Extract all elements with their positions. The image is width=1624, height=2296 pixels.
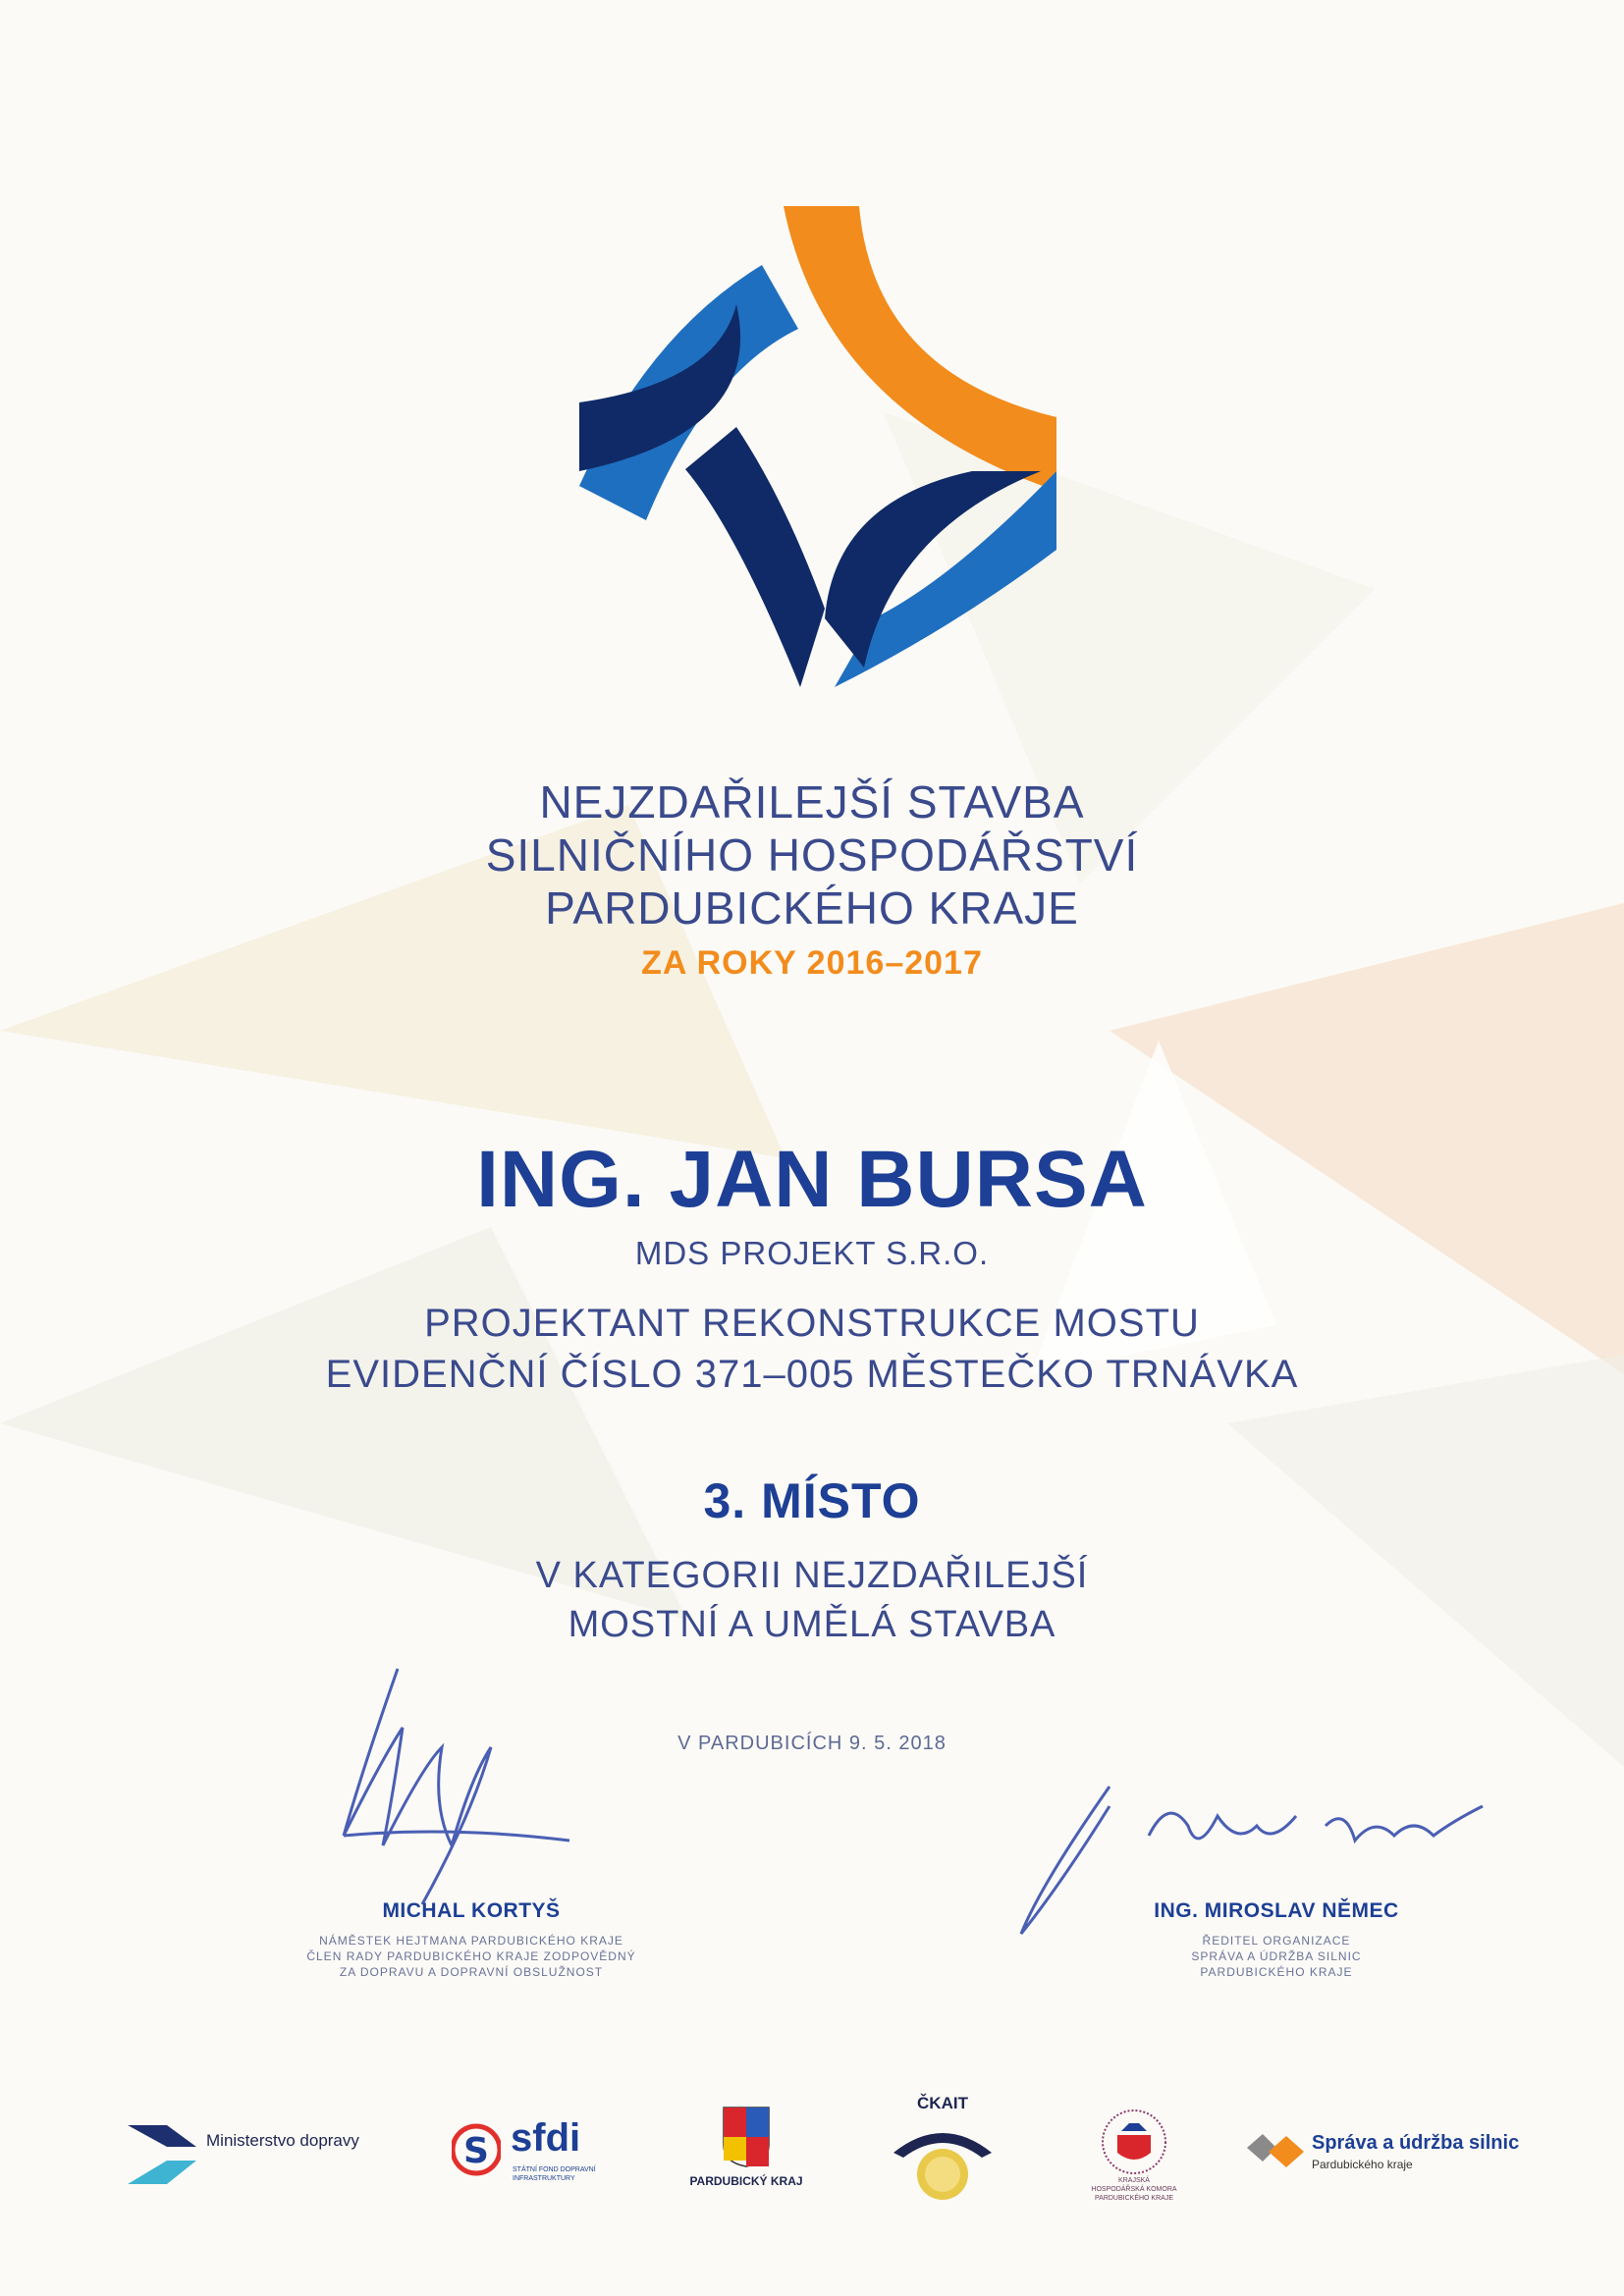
susp-arrow-icon bbox=[1247, 2130, 1306, 2173]
sfdi-subline: STÁTNÍ FOND DOPRAVNÍ bbox=[513, 2166, 596, 2173]
svg-text:S: S bbox=[463, 2131, 489, 2171]
ministry-arrow-icon bbox=[128, 2125, 206, 2184]
award-logo bbox=[579, 206, 1060, 687]
signatory-role bbox=[177, 1933, 766, 1980]
logo-sfdi bbox=[452, 2116, 648, 2199]
recipient-role bbox=[0, 1298, 1624, 1400]
kraj-label: PARDUBICKÝ KRAJ bbox=[689, 2174, 803, 2188]
signatory-role-line: ZA DOPRAVU A DOPRAVNÍ OBSLUŽNOST bbox=[339, 1965, 604, 1979]
logo-hospodarska-komora bbox=[1065, 2108, 1203, 2225]
award-place: 3. MÍSTO bbox=[703, 1473, 921, 1528]
signatory-right bbox=[1060, 1899, 1492, 1980]
komora-label bbox=[1065, 2176, 1203, 2203]
signatory-name: ING. MIROSLAV NĚMEC bbox=[1154, 1899, 1399, 1922]
signatory-role-line: SPRÁVA A ÚDRŽBA SILNIC bbox=[1191, 1949, 1362, 1963]
award-date: V PARDUBICÍCH 9. 5. 2018 bbox=[677, 1733, 947, 1754]
signatory-role-line: ČLEN RADY PARDUBICKÉHO KRAJE ZODPOVĚDNÝ bbox=[306, 1949, 636, 1963]
signatory-role bbox=[1060, 1933, 1492, 1980]
logo-ckait bbox=[884, 2094, 1001, 2221]
signatory-left bbox=[177, 1899, 766, 1980]
award-category bbox=[0, 1551, 1624, 1649]
signatory-role-line: NÁMĚSTEK HEJTMANA PARDUBICKÉHO KRAJE bbox=[319, 1934, 623, 1948]
komora-line: HOSPODÁŘSKÁ KOMORA bbox=[1091, 2186, 1177, 2193]
ckait-emblem-icon bbox=[889, 2113, 997, 2212]
komora-line: PARDUBICKÉHO KRAJE bbox=[1095, 2195, 1173, 2202]
signatory-name: MICHAL KORTYŠ bbox=[382, 1899, 561, 1922]
award-years: ZA ROKY 2016–2017 bbox=[641, 944, 983, 982]
komora-emblem-icon bbox=[1100, 2108, 1168, 2176]
signatory-role-line: PARDUBICKÉHO KRAJE bbox=[1200, 1965, 1353, 1979]
susp-sublabel: Pardubického kraje bbox=[1312, 2158, 1413, 2171]
ministry-label: Ministerstvo dopravy bbox=[206, 2131, 359, 2150]
title-line: NEJZDAŘILEJŠÍ STAVBA bbox=[539, 776, 1085, 828]
category-line: V KATEGORII NEJZDAŘILEJŠÍ bbox=[535, 1555, 1089, 1596]
sfdi-subline: INFRASTRUKTURY bbox=[513, 2175, 575, 2182]
logo-ministerstvo-dopravy bbox=[128, 2125, 383, 2194]
title-line: PARDUBICKÉHO KRAJE bbox=[545, 882, 1079, 934]
komora-line: KRAJSKÁ bbox=[1118, 2177, 1150, 2184]
title-line: SILNIČNÍHO HOSPODÁŘSTVÍ bbox=[485, 829, 1139, 881]
category-line: MOSTNÍ A UMĚLÁ STAVBA bbox=[568, 1604, 1056, 1645]
partner-logos bbox=[0, 2086, 1624, 2243]
role-line: PROJEKTANT REKONSTRUKCE MOSTU bbox=[424, 1302, 1200, 1345]
logo-sprava-udrzba-silnic bbox=[1247, 2130, 1542, 2189]
signature-left bbox=[304, 1649, 589, 1924]
sfdi-label: sfdi bbox=[511, 2116, 581, 2160]
susp-label: Správa a údržba silnic bbox=[1312, 2132, 1520, 2154]
coat-of-arms-icon bbox=[722, 2106, 771, 2168]
sfdi-sublabel bbox=[513, 2165, 596, 2183]
logo-pardubicky-kraj bbox=[677, 2106, 815, 2214]
ckait-label: ČKAIT bbox=[917, 2094, 968, 2112]
recipient-company: MDS PROJEKT S.R.O. bbox=[634, 1235, 990, 1271]
sfdi-s-icon bbox=[452, 2120, 501, 2179]
signatory-role-line: ŘEDITEL ORGANIZACE bbox=[1202, 1934, 1351, 1948]
award-title bbox=[0, 775, 1624, 934]
role-line: EVIDENČNÍ ČÍSLO 371–005 MĚSTEČKO TRNÁVKA bbox=[325, 1353, 1299, 1396]
recipient-name: ING. JAN BURSA bbox=[476, 1135, 1148, 1224]
